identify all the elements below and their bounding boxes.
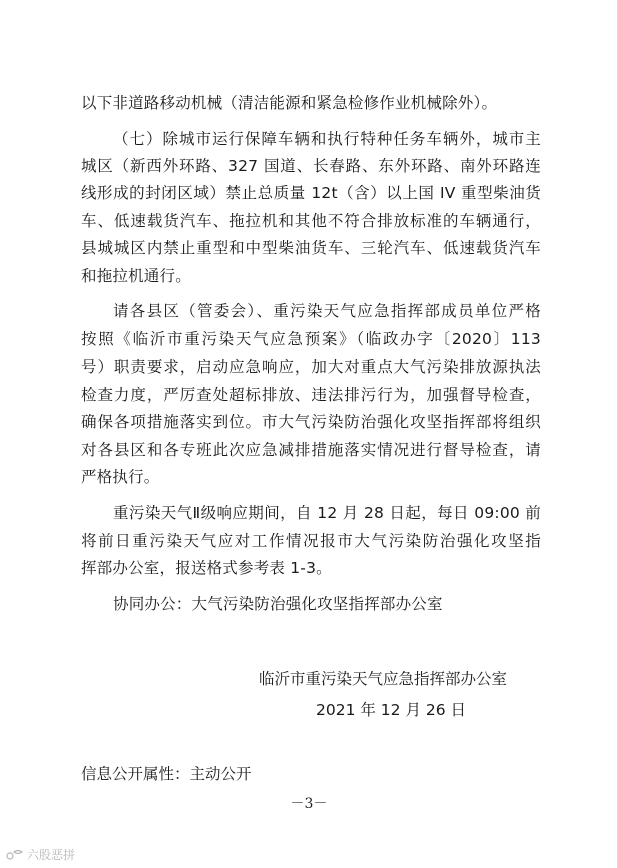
body-line-16: 将前日重污染天气应对工作情况报市大气污染防治强化攻坚指	[81, 532, 541, 550]
body-line-5: 车、低速载货汽车、拖拉机和其他不符合排放标准的车辆通行，	[81, 212, 541, 230]
body-line-13: 对各县区和各专班此次应急减排措施落实情况进行督导检查，请	[81, 441, 541, 459]
body-line-9: 按照《临沂市重污染天气应急预案》（临政办字〔2020〕113	[81, 330, 541, 348]
cooperating-office: 协同办公：大气污染防治强化攻坚指挥部办公室	[113, 595, 443, 613]
body-line-10: 号）职责要求，启动应急响应，加大对重点大气污染排放源执法	[81, 358, 541, 376]
issuing-org: 临沂市重污染天气应急指挥部办公室	[259, 670, 508, 688]
body-line-15: 重污染天气Ⅱ级响应期间，自 12 月 28 日起，每日 09:00 前	[113, 504, 541, 522]
body-line-6: 县城城区内禁止重型和中型柴油货车、三轮汽车、低速载货汽车	[81, 239, 541, 257]
body-line-11: 检查力度，严厉查处超标排放、违法排污行为，加强督导检查，	[81, 386, 541, 404]
body-line-1: 以下非道路移动机械（清洁能源和紧急检修作业机械除外）。	[81, 94, 498, 112]
body-line-2: （七）除城市运行保障车辆和执行特种任务车辆外，城市主	[113, 130, 541, 148]
disclosure-attribute: 信息公开属性：主动公开	[81, 765, 252, 783]
paw-icon	[6, 849, 24, 861]
body-line-4: 线形成的封闭区域）禁止总质量 12t（含）以上国 IV 重型柴油货	[81, 184, 541, 202]
body-line-3: 城区（新西外环路、327 国道、长春路、东外环路、南外环路连	[81, 157, 541, 175]
body-line-7: 和拖拉机通行。	[81, 267, 191, 285]
body-line-12: 确保各项措施落实到位。市大气污染防治强化攻坚指挥部将组织	[81, 413, 541, 431]
body-line-8: 请各县区（管委会）、重污染天气应急指挥部成员单位严格	[113, 302, 541, 320]
body-line-17: 挥部办公室，报送格式参考表 1-3。	[81, 559, 332, 577]
body-line-14: 严格执行。	[81, 468, 160, 486]
page-number: －3－	[290, 796, 328, 812]
watermark-text: 六股恶拼	[27, 848, 76, 862]
watermark	[6, 846, 75, 863]
issue-date: 2021 年 12 月 26 日	[316, 701, 467, 719]
